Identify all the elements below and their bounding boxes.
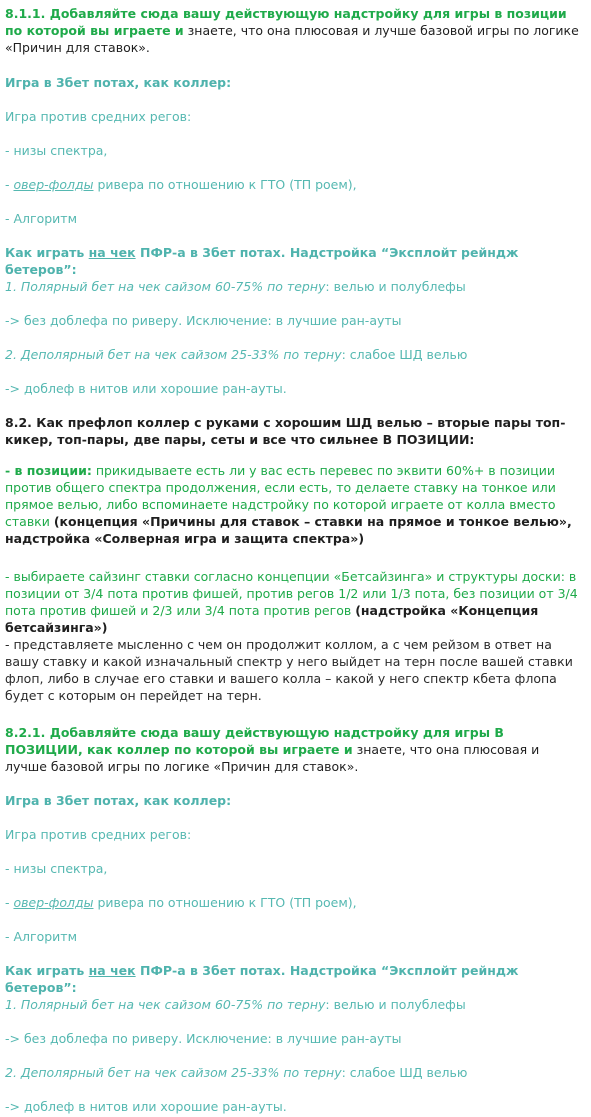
- text: ривера по отношению к ГТО (ТП роем),: [93, 895, 357, 910]
- text: - выбираете сайзинг ставки согласно концепции «Бетсайзинга» и структуры доски: в позиции от 3/4 пота против фишей, против регов 1/2 или 1/3 пота, без позиции от 3/4 пота против фишей и 2/3 или 3/4 пота против регов: [5, 569, 578, 618]
- paragraph: [5, 462, 579, 547]
- bold-text: - в позиции:: [5, 463, 92, 478]
- block-title: [5, 962, 591, 996]
- text: Как играть: [5, 245, 89, 260]
- paragraph: [5, 996, 466, 1013]
- text: Как играть: [5, 963, 89, 978]
- paragraph: -> доблеф в нитов или хорошие ран-ауты.: [5, 381, 287, 396]
- paragraph: [5, 346, 467, 363]
- block-title: [5, 244, 591, 278]
- paragraph: -> доблеф в нитов или хорошие ран-ауты.: [5, 1099, 287, 1114]
- paragraph: - Алгоритм: [5, 211, 78, 226]
- paragraph: -> без доблефа по риверу. Исключение: в лучшие ран-ауты: [5, 313, 402, 328]
- paragraph: Игра против средних регов:: [5, 109, 192, 124]
- heading-rest: знаете, что она плюсовая и лучше базовой игры по логике «Причин для ставок».: [5, 23, 579, 55]
- inline-link[interactable]: овер-фолды: [13, 177, 94, 192]
- paragraph: - низы спектра,: [5, 143, 108, 158]
- heading-bold: 8.2.1. Добавляйте сюда вашу действующую надстройку для игры В ПОЗИЦИИ, как коллер по которой вы играете и: [5, 725, 504, 757]
- heading-bold: 8.1.1. Добавляйте сюда вашу действующую надстройку для игры в позиции по которой вы играете и: [5, 6, 567, 38]
- text: : слабое ШД велью: [341, 347, 468, 362]
- inline-link[interactable]: овер-фолды: [13, 895, 94, 910]
- text: ПФР-а в 3бет потах. Надстройка “Эксплойт рейндж бетеров”:: [5, 245, 519, 277]
- section-heading-8-2: 8.2. Как префлоп коллер с руками с хорошим ШД велью – вторые пары топ-кикер, топ-пары, две пары, сеты и все что сильнее В ПОЗИЦИИ:: [5, 415, 566, 447]
- text: : велью и полублефы: [325, 279, 466, 294]
- paragraph: [5, 176, 357, 193]
- text: ривера по отношению к ГТО (ТП роем),: [93, 177, 357, 192]
- paragraph: [5, 278, 466, 295]
- paragraph: - низы спектра,: [5, 861, 108, 876]
- paragraph: [5, 568, 579, 636]
- paragraph: - представляете мысленно с чем он продолжит коллом, а с чем рейзом в ответ на вашу ставку и какой изначальный спектр у него выйдет на терн после вашей ставки флоп, либо в случае его ставки и вашего колла – какой у него спектр кбета флопа будет с которым он перейдет на терн.: [5, 637, 573, 703]
- text: прикидываете есть ли у вас есть перевес по эквити 60%+ в позиции против общего спектра продолжения, если есть, то делаете ставку на тонкое или прямое велью, либо вспоминаете надстройку по которой играете от колла вместо ставки: [5, 463, 556, 529]
- text: : велью и полублефы: [325, 997, 466, 1012]
- paragraph: - Алгоритм: [5, 929, 78, 944]
- italic-text: 2. Деполярный бет на чек сайзом 25-33% по терну: [5, 1065, 342, 1080]
- italic-text: 2. Деполярный бет на чек сайзом 25-33% по терну: [5, 347, 342, 362]
- heading-rest: знаете, что она плюсовая и лучше базовой игры по логике «Причин для ставок».: [5, 742, 540, 774]
- paragraph: [5, 894, 357, 911]
- inline-link[interactable]: на чек: [88, 963, 136, 978]
- dash: -: [5, 177, 14, 192]
- paragraph: -> без доблефа по риверу. Исключение: в лучшие ран-ауты: [5, 1031, 402, 1046]
- dash: -: [5, 895, 14, 910]
- italic-text: 1. Полярный бет на чек сайзом 60-75% по терну: [5, 997, 326, 1012]
- block-title: Игра в 3бет потах, как коллер:: [5, 75, 232, 90]
- paragraph: Игра против средних регов:: [5, 827, 192, 842]
- text: : слабое ШД велью: [341, 1065, 468, 1080]
- bold-text: (надстройка «Концепция бетсайзинга»): [5, 603, 539, 635]
- block-title: Игра в 3бет потах, как коллер:: [5, 793, 232, 808]
- bold-text: (концепция «Причины для ставок – ставки на прямое и тонкое велью», надстройка «Солверная игра и защита спектра»): [5, 514, 572, 546]
- inline-link[interactable]: на чек: [88, 245, 136, 260]
- text: ПФР-а в 3бет потах. Надстройка “Эксплойт рейндж бетеров”:: [5, 963, 519, 995]
- section-heading-8-1-1: [5, 5, 579, 56]
- italic-text: 1. Полярный бет на чек сайзом 60-75% по терну: [5, 279, 326, 294]
- paragraph: [5, 1064, 467, 1081]
- section-heading-8-2-1: [5, 724, 579, 775]
